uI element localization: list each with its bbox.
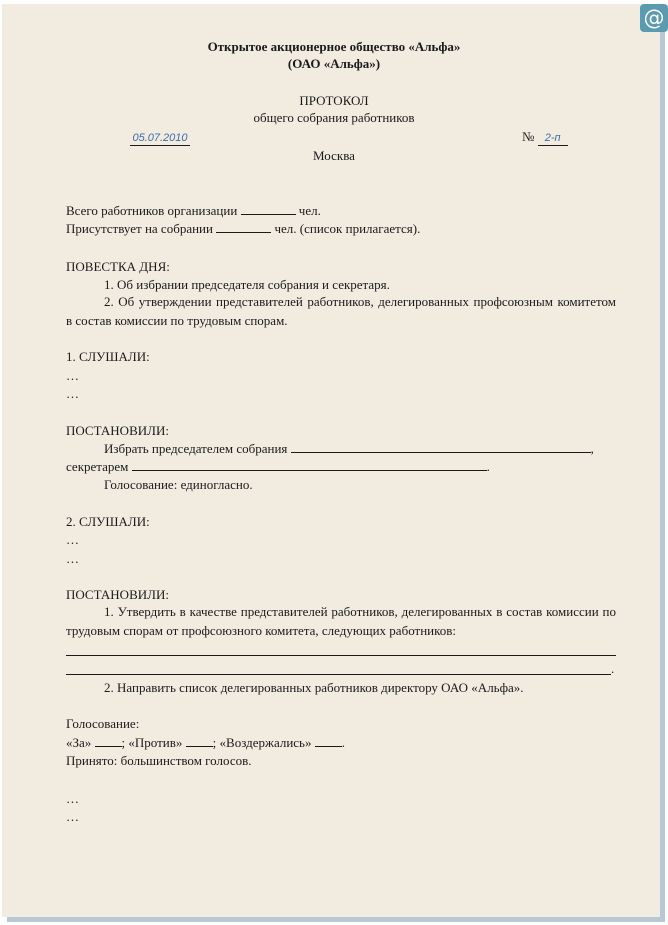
chair-text: Избрать председателем собрания <box>104 441 288 456</box>
delegates-line-2 <box>66 674 611 675</box>
chair-line <box>104 440 594 457</box>
org-short-name: (ОАО «Альфа») <box>287 56 381 71</box>
org-full-name: Открытое акционерное общество «Альфа» <box>207 39 461 54</box>
voting-result: Принято: большинством голосов. <box>66 753 252 768</box>
section2-point-2: 2. Направить список делегированных работников директору ОАО «Альфа». <box>104 680 524 695</box>
voting-line <box>66 734 345 751</box>
vote-against-label: ; «Против» <box>121 735 183 750</box>
section2-decided: ПОСТАНОВИЛИ: <box>66 587 169 602</box>
date-value: 05.07.2010 <box>130 131 190 146</box>
vote-for-blank <box>95 735 122 747</box>
section2-point-1: 1. Утвердить в качестве представителей работников, делегированных в состав комиссии по трудовым спорам от профсоюзного комитета, следующих работников: <box>66 604 616 638</box>
vote-abstain-label: ; «Воздержались» <box>212 735 312 750</box>
section2-heard: 2. СЛУШАЛИ: <box>66 514 150 529</box>
present-label: Присутствует на собрании <box>66 221 213 236</box>
footer-ellipsis-2: … <box>66 809 79 824</box>
present-unit: чел. (список прилагается). <box>274 221 421 236</box>
secretary-text: секретарем <box>66 459 129 474</box>
chair-blank <box>291 441 591 453</box>
secretary-line <box>66 458 490 475</box>
agenda-item-1: 1. Об избрании председателя собрания и секретаря. <box>104 277 390 292</box>
vote-abstain-blank <box>315 735 342 747</box>
document-subtitle: общего собрания работников <box>253 110 415 125</box>
total-unit: чел. <box>298 203 321 218</box>
number-label: № <box>522 129 535 144</box>
at-sign-logo-icon: @ <box>640 4 668 32</box>
section1-ellipsis-1: … <box>66 368 79 383</box>
delegates-line-1 <box>66 655 616 656</box>
vote-against-blank <box>186 735 213 747</box>
agenda-item-2: 2. Об утверждении представителей работников, делегированных профсоюзным комитетом в состав комиссии по трудовым спорам. <box>66 294 616 328</box>
voting-heading: Голосование: <box>66 716 140 731</box>
present-blank <box>216 221 271 233</box>
section1-vote: Голосование: единогласно. <box>104 477 253 492</box>
secretary-period: . <box>486 459 490 474</box>
total-blank <box>241 203 296 215</box>
delegates-period: . <box>611 661 615 676</box>
vote-end: . <box>341 735 345 750</box>
attendance-present <box>66 220 420 237</box>
secretary-blank <box>132 459 487 471</box>
total-label: Всего работников организации <box>66 203 238 218</box>
footer-ellipsis-1: … <box>66 791 79 806</box>
chair-comma: , <box>590 441 594 456</box>
number-field <box>522 128 568 146</box>
date-field <box>130 128 190 146</box>
document-title: ПРОТОКОЛ <box>299 93 369 108</box>
vote-for-label: «За» <box>66 735 92 750</box>
section2-ellipsis-2: … <box>66 551 79 566</box>
section2-ellipsis-1: … <box>66 532 79 547</box>
city: Москва <box>313 148 355 163</box>
section1-ellipsis-2: … <box>66 386 79 401</box>
number-value: 2-п <box>538 131 568 146</box>
agenda-heading: ПОВЕСТКА ДНЯ: <box>66 259 170 274</box>
section1-heard: 1. СЛУШАЛИ: <box>66 349 150 364</box>
section1-decided: ПОСТАНОВИЛИ: <box>66 423 169 438</box>
attendance-total <box>66 202 321 219</box>
